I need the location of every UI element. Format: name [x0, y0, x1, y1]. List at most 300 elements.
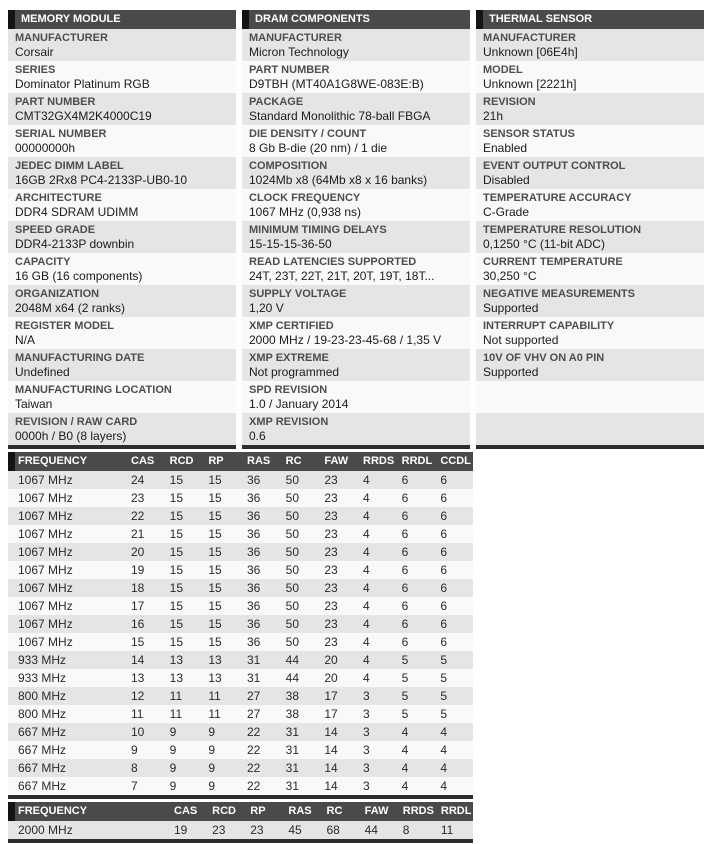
- table-cell: 38: [285, 707, 300, 721]
- table-cell: 6: [440, 581, 448, 595]
- field-label: INTERRUPT CAPABILITY: [483, 320, 615, 332]
- field-value: 0000h / B0 (8 layers): [15, 429, 127, 443]
- table-row: [8, 687, 473, 705]
- table-cell: 15: [208, 473, 222, 487]
- table-cell: 9: [169, 725, 177, 739]
- table-cell: 800 MHz: [18, 707, 67, 721]
- memory-module-panel-body: [8, 29, 236, 445]
- table-cell: 36: [247, 599, 261, 613]
- timing-table-footer-bar: [8, 795, 473, 799]
- table-row: [8, 543, 473, 561]
- table-cell: 5: [440, 671, 448, 685]
- table-cell: 36: [247, 635, 261, 649]
- table-cell: 6: [401, 581, 409, 595]
- table-cell: 4: [440, 779, 448, 793]
- field-value: Disabled: [483, 173, 530, 187]
- table-cell: 16: [131, 617, 145, 631]
- field-value: Supported: [483, 365, 539, 379]
- column-header: RC: [285, 455, 302, 467]
- field-row: [8, 349, 236, 381]
- field-label: MANUFACTURING DATE: [15, 352, 145, 364]
- column-header: FAW: [364, 805, 389, 817]
- column-header: RRDS: [402, 805, 434, 817]
- field-label: CURRENT TEMPERATURE: [483, 256, 623, 268]
- table-cell: 15: [169, 527, 184, 541]
- field-label: ORGANIZATION: [15, 288, 100, 300]
- field-label: JEDEC DIMM LABEL: [15, 160, 124, 172]
- field-label: MANUFACTURING LOCATION: [15, 384, 172, 396]
- field-row: [8, 381, 236, 413]
- table-cell: 21: [131, 527, 145, 541]
- field-row: [8, 413, 236, 445]
- field-row: [242, 29, 470, 61]
- field-value: 2048M x64 (2 ranks): [15, 301, 126, 315]
- thermal-sensor-panel-header: [476, 10, 704, 29]
- dram-components-panel: [242, 10, 470, 449]
- table-cell: 20: [131, 545, 145, 559]
- table-cell: 6: [401, 545, 409, 559]
- table-row: [8, 633, 473, 651]
- table-cell: 36: [247, 563, 261, 577]
- field-label: CLOCK FREQUENCY: [249, 192, 361, 204]
- field-row: [8, 253, 236, 285]
- table-cell: 9: [208, 725, 216, 739]
- table-cell: 1067 MHz: [18, 617, 73, 631]
- table-cell: 3: [363, 779, 370, 793]
- table-cell: 4: [363, 599, 370, 613]
- table-cell: 9: [169, 743, 177, 757]
- table-cell: 23: [131, 491, 145, 505]
- table-cell: 36: [247, 491, 261, 505]
- table-cell: 4: [440, 743, 448, 757]
- field-label: CAPACITY: [15, 256, 71, 268]
- field-row: [242, 125, 470, 157]
- column-header: RP: [250, 805, 266, 817]
- table-cell: 4: [363, 617, 370, 631]
- table-cell: 50: [285, 599, 300, 613]
- field-row: [8, 61, 236, 93]
- table-cell: 667 MHz: [18, 725, 67, 739]
- field-label: PACKAGE: [249, 96, 304, 108]
- table-row: [8, 821, 473, 839]
- table-cell: 6: [401, 491, 409, 505]
- column-header: RAS: [288, 805, 312, 817]
- table-cell: 5: [440, 653, 448, 667]
- table-header-row: [8, 452, 473, 471]
- table-cell: 6: [440, 545, 448, 559]
- field-row: [476, 413, 704, 445]
- table-cell: 31: [247, 653, 261, 667]
- field-label: REVISION / RAW CARD: [15, 416, 138, 428]
- table-cell: 38: [285, 689, 300, 703]
- table-cell: 17: [324, 707, 338, 721]
- table-cell: 15: [208, 527, 222, 541]
- table-cell: 3: [363, 743, 370, 757]
- table-cell: 9: [169, 779, 177, 793]
- table-row: [8, 669, 473, 687]
- table-cell: 36: [247, 581, 261, 595]
- table-cell: 27: [247, 689, 261, 703]
- table-cell: 23: [212, 823, 226, 837]
- field-row: [242, 221, 470, 253]
- table-cell: 2000 MHz: [18, 823, 73, 837]
- table-cell: 9: [208, 743, 216, 757]
- table-cell: 8: [402, 823, 410, 837]
- field-row: [476, 29, 704, 61]
- table-cell: 1067 MHz: [18, 563, 73, 577]
- table-cell: 36: [247, 509, 261, 523]
- field-value: 0,1250 °C (11-bit ADC): [483, 237, 605, 251]
- table-row: [8, 561, 473, 579]
- table-cell: 6: [440, 491, 448, 505]
- column-header: RRDL: [440, 805, 472, 817]
- field-value: 30,250 °C: [483, 269, 537, 283]
- table-cell: 15: [131, 635, 145, 649]
- table-cell: 15: [208, 617, 222, 631]
- table-cell: 4: [363, 545, 370, 559]
- field-value: 2000 MHz / 19-23-23-45-68 / 1,35 V: [249, 333, 442, 347]
- field-row: [476, 93, 704, 125]
- table-cell: 667 MHz: [18, 779, 67, 793]
- field-value: Supported: [483, 301, 539, 315]
- table-row: [8, 525, 473, 543]
- xmp-timing-table: [8, 802, 473, 839]
- field-row: [242, 157, 470, 189]
- table-cell: 4: [401, 761, 409, 775]
- field-label: PART NUMBER: [249, 64, 330, 76]
- table-row: [8, 723, 473, 741]
- table-cell: 6: [440, 527, 448, 541]
- table-cell: 31: [285, 743, 300, 757]
- table-cell: 31: [285, 725, 300, 739]
- table-cell: 9: [169, 761, 177, 775]
- table-row: [8, 759, 473, 777]
- field-row: [242, 253, 470, 285]
- table-cell: 12: [131, 689, 145, 703]
- field-value: 1067 MHz (0,938 ns): [249, 205, 362, 219]
- column-header: RCD: [212, 805, 236, 817]
- column-header: FAW: [324, 455, 349, 467]
- field-row: [8, 317, 236, 349]
- table-cell: 3: [363, 761, 370, 775]
- table-cell: 1067 MHz: [18, 491, 73, 505]
- panel-footer-bar: [476, 445, 704, 449]
- table-cell: 4: [363, 527, 370, 541]
- table-cell: 36: [247, 473, 261, 487]
- field-row: [242, 61, 470, 93]
- field-value: N/A: [15, 333, 36, 347]
- table-cell: 15: [208, 545, 222, 559]
- field-row: [8, 125, 236, 157]
- table-cell: 1067 MHz: [18, 473, 73, 487]
- table-cell: 6: [401, 509, 409, 523]
- table-cell: 23: [324, 545, 338, 559]
- table-row: [8, 471, 473, 489]
- field-row: [8, 29, 236, 61]
- panel-title: MEMORY MODULE: [21, 13, 121, 25]
- table-cell: 23: [324, 473, 338, 487]
- panel-title: DRAM COMPONENTS: [255, 13, 370, 25]
- table-cell: 15: [169, 545, 184, 559]
- table-cell: 11: [169, 689, 183, 703]
- field-value: Taiwan: [15, 397, 53, 411]
- table-cell: 19: [131, 563, 145, 577]
- info-panels-row: [8, 10, 706, 449]
- table-cell: 5: [401, 653, 409, 667]
- table-cell: 4: [363, 653, 370, 667]
- jedec-timing-table: [8, 452, 473, 795]
- table-cell: 15: [208, 599, 222, 613]
- field-row: [476, 125, 704, 157]
- table-cell: 50: [285, 581, 300, 595]
- table-cell: 23: [324, 563, 338, 577]
- column-header: RP: [208, 455, 224, 467]
- table-cell: 36: [247, 545, 261, 559]
- table-cell: 50: [285, 491, 300, 505]
- table-cell: 6: [401, 527, 409, 541]
- thermal-sensor-panel-body: [476, 29, 704, 445]
- table-cell: 50: [285, 509, 300, 523]
- table-row: [8, 705, 473, 723]
- column-header: RRDS: [363, 455, 395, 467]
- field-label: MANUFACTURER: [249, 32, 342, 44]
- table-cell: 15: [169, 491, 184, 505]
- table-cell: 13: [169, 671, 184, 685]
- table-cell: 15: [169, 509, 184, 523]
- field-value: Unknown [06E4h]: [483, 45, 578, 59]
- table-cell: 50: [285, 635, 300, 649]
- table-row: [8, 597, 473, 615]
- table-cell: 22: [247, 743, 261, 757]
- field-label: MANUFACTURER: [483, 32, 576, 44]
- field-label: READ LATENCIES SUPPORTED: [249, 256, 417, 268]
- table-cell: 15: [208, 635, 222, 649]
- table-cell: 4: [363, 473, 370, 487]
- field-value: Not supported: [483, 333, 559, 347]
- table-cell: 1067 MHz: [18, 599, 73, 613]
- field-label: XMP REVISION: [249, 416, 329, 428]
- column-header: RRDL: [401, 455, 433, 467]
- panel-footer-bar: [242, 445, 470, 449]
- field-value: Dominator Platinum RGB: [15, 77, 150, 91]
- table-cell: 20: [324, 653, 338, 667]
- table-cell: 11: [131, 707, 144, 721]
- column-header: RCD: [169, 455, 194, 467]
- table-cell: 933 MHz: [18, 653, 67, 667]
- field-value: 8 Gb B-die (20 nm) / 1 die: [249, 141, 388, 155]
- field-label: SPEED GRADE: [15, 224, 96, 236]
- table-cell: 3: [363, 725, 370, 739]
- table-cell: 6: [440, 563, 448, 577]
- field-value: Unknown [2221h]: [483, 77, 577, 91]
- table-cell: 20: [324, 671, 338, 685]
- table-cell: 19: [174, 823, 188, 837]
- table-cell: 23: [324, 509, 338, 523]
- field-label: MODEL: [483, 64, 523, 76]
- field-row: [242, 93, 470, 125]
- table-cell: 5: [440, 689, 448, 703]
- field-value: C-Grade: [483, 205, 530, 219]
- table-cell: 6: [440, 635, 448, 649]
- table-cell: 800 MHz: [18, 689, 67, 703]
- table-cell: 15: [169, 581, 184, 595]
- table-cell: 15: [169, 563, 184, 577]
- table-cell: 1067 MHz: [18, 527, 73, 541]
- dram-components-panel-header: [242, 10, 470, 29]
- table-cell: 14: [131, 653, 145, 667]
- field-value: 1.0 / January 2014: [249, 397, 349, 411]
- table-cell: 14: [324, 743, 338, 757]
- table-cell: 31: [285, 761, 300, 775]
- table-cell: 4: [440, 761, 448, 775]
- table-row: [8, 741, 473, 759]
- field-label: NEGATIVE MEASUREMENTS: [483, 288, 635, 300]
- field-label: XMP CERTIFIED: [249, 320, 334, 332]
- table-cell: 4: [401, 779, 409, 793]
- field-label: COMPOSITION: [249, 160, 328, 172]
- table-cell: 31: [247, 671, 261, 685]
- field-label: SENSOR STATUS: [483, 128, 575, 140]
- table-cell: 3: [363, 689, 370, 703]
- table-header-row: [8, 802, 473, 821]
- table-cell: 6: [440, 473, 448, 487]
- field-label: SPD REVISION: [249, 384, 328, 396]
- table-cell: 10: [131, 725, 145, 739]
- table-row: [8, 507, 473, 525]
- field-value: DDR4 SDRAM UDIMM: [15, 205, 139, 219]
- field-row: [476, 253, 704, 285]
- table-cell: 6: [401, 635, 409, 649]
- table-cell: 50: [285, 545, 300, 559]
- field-row: [242, 413, 470, 445]
- table-cell: 11: [169, 707, 183, 721]
- field-value: D9TBH (MT40A1G8WE-083E:B): [249, 77, 424, 91]
- table-cell: 7: [131, 779, 138, 793]
- field-label: TEMPERATURE RESOLUTION: [483, 224, 642, 236]
- field-label: SERIAL NUMBER: [15, 128, 107, 140]
- table-cell: 50: [285, 527, 300, 541]
- panel-footer-bar: [8, 445, 236, 449]
- field-value: 24T, 23T, 22T, 21T, 20T, 19T, 18T...: [249, 269, 435, 283]
- field-row: [8, 285, 236, 317]
- table-cell: 1067 MHz: [18, 545, 73, 559]
- table-cell: 6: [440, 599, 448, 613]
- field-value: 00000000h: [15, 141, 76, 155]
- field-label: TEMPERATURE ACCURACY: [483, 192, 632, 204]
- table-cell: 933 MHz: [18, 671, 67, 685]
- field-label: SERIES: [15, 64, 56, 76]
- table-cell: 4: [401, 725, 409, 739]
- table-cell: 44: [285, 653, 300, 667]
- table-cell: 9: [208, 761, 216, 775]
- field-label: DIE DENSITY / COUNT: [249, 128, 367, 140]
- field-row: [476, 317, 704, 349]
- field-value: 0.6: [249, 429, 266, 443]
- field-label: MINIMUM TIMING DELAYS: [249, 224, 387, 236]
- field-row: [242, 189, 470, 221]
- field-row: [8, 221, 236, 253]
- field-row: [8, 157, 236, 189]
- field-value: 21h: [483, 109, 504, 123]
- field-label: 10V OF VHV ON A0 PIN: [483, 352, 605, 364]
- table-cell: 6: [401, 599, 409, 613]
- table-cell: 5: [440, 707, 448, 721]
- table-cell: 1067 MHz: [18, 581, 73, 595]
- table-cell: 50: [285, 473, 300, 487]
- field-value: 16GB 2Rx8 PC4-2133P-UB0-10: [15, 173, 188, 187]
- field-value: 1024Mb x8 (64Mb x8 x 16 banks): [249, 173, 428, 187]
- table-cell: 15: [208, 491, 222, 505]
- table-cell: 11: [440, 823, 454, 837]
- field-row: [242, 317, 470, 349]
- field-label: EVENT OUTPUT CONTROL: [483, 160, 626, 172]
- table-cell: 9: [131, 743, 138, 757]
- table-row: [8, 651, 473, 669]
- table-cell: 9: [208, 779, 216, 793]
- table-cell: 667 MHz: [18, 743, 67, 757]
- field-label: REGISTER MODEL: [15, 320, 115, 332]
- table-cell: 3: [363, 707, 370, 721]
- field-row: [8, 93, 236, 125]
- table-cell: 44: [285, 671, 300, 685]
- table-cell: 23: [250, 823, 264, 837]
- column-header: RC: [326, 805, 343, 817]
- table-cell: 68: [326, 823, 340, 837]
- table-cell: 36: [247, 527, 261, 541]
- table-cell: 5: [401, 689, 409, 703]
- field-value: CMT32GX4M2K4000C19: [15, 109, 152, 123]
- field-row: [8, 189, 236, 221]
- table-cell: 6: [440, 509, 448, 523]
- field-value: Undefined: [15, 365, 70, 379]
- field-value: 16 GB (16 components): [15, 269, 143, 283]
- table-cell: 22: [131, 509, 145, 523]
- table-row: [8, 615, 473, 633]
- field-value: DDR4-2133P downbin: [15, 237, 135, 251]
- thermal-sensor-panel: [476, 10, 704, 449]
- table-cell: 22: [247, 725, 261, 739]
- table-cell: 15: [169, 599, 184, 613]
- memory-module-panel-header: [8, 10, 236, 29]
- table-cell: 17: [324, 689, 338, 703]
- table-cell: 15: [208, 563, 222, 577]
- table-cell: 15: [169, 473, 184, 487]
- field-row: [242, 381, 470, 413]
- table-cell: 4: [363, 635, 370, 649]
- table-cell: 17: [131, 599, 145, 613]
- table-cell: 50: [285, 563, 300, 577]
- field-label: REVISION: [483, 96, 536, 108]
- table-cell: 44: [364, 823, 378, 837]
- memory-module-panel: [8, 10, 236, 449]
- field-row: [476, 61, 704, 93]
- field-row: [476, 381, 704, 413]
- table-cell: 13: [131, 671, 145, 685]
- table-cell: 22: [247, 761, 261, 775]
- table-cell: 36: [247, 617, 261, 631]
- table-cell: 6: [440, 617, 448, 631]
- field-label: SUPPLY VOLTAGE: [249, 288, 347, 300]
- table-cell: 11: [208, 707, 221, 721]
- table-cell: 4: [440, 725, 448, 739]
- column-header: FREQUENCY: [18, 455, 88, 467]
- table-cell: 23: [324, 617, 338, 631]
- table-row: [8, 579, 473, 597]
- table-cell: 15: [169, 617, 184, 631]
- table-cell: 15: [208, 581, 222, 595]
- field-value: 1,20 V: [249, 301, 284, 315]
- panel-title: THERMAL SENSOR: [489, 13, 593, 25]
